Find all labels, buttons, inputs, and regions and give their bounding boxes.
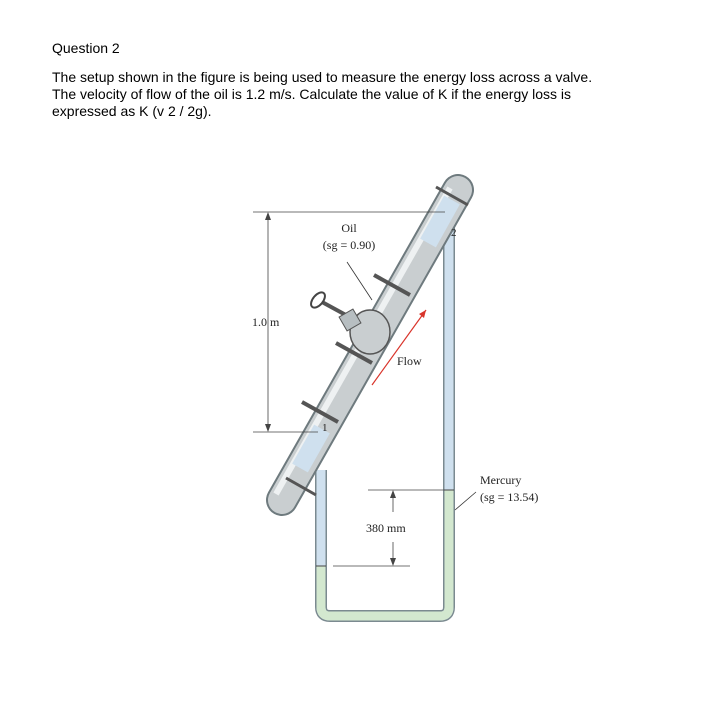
oil-label: Oil bbox=[341, 221, 357, 235]
mercury-label: Mercury bbox=[480, 473, 522, 487]
question-heading: Question 2 bbox=[52, 40, 120, 56]
question-line-1: The setup shown in the figure is being used to measure the energy loss across a valve. bbox=[52, 69, 593, 85]
deflection-label: 380 mm bbox=[366, 521, 406, 535]
point-2-label: 2 bbox=[451, 227, 457, 239]
question-line-2: The velocity of flow of the oil is 1.2 m/s. Calculate the value of K if the energy loss is bbox=[52, 86, 572, 102]
height-label: 1.0 m bbox=[252, 315, 280, 329]
mercury-column bbox=[321, 490, 449, 616]
flow-label: Flow bbox=[397, 354, 422, 368]
mercury-sg-label: (sg = 13.54) bbox=[480, 490, 539, 504]
valve-handwheel-icon bbox=[308, 290, 327, 310]
point-1-label: 1 bbox=[322, 422, 328, 434]
oil-sg-label: (sg = 0.90) bbox=[322, 238, 376, 252]
question-line-3: expressed as K (v 2 / 2g). bbox=[52, 103, 212, 119]
